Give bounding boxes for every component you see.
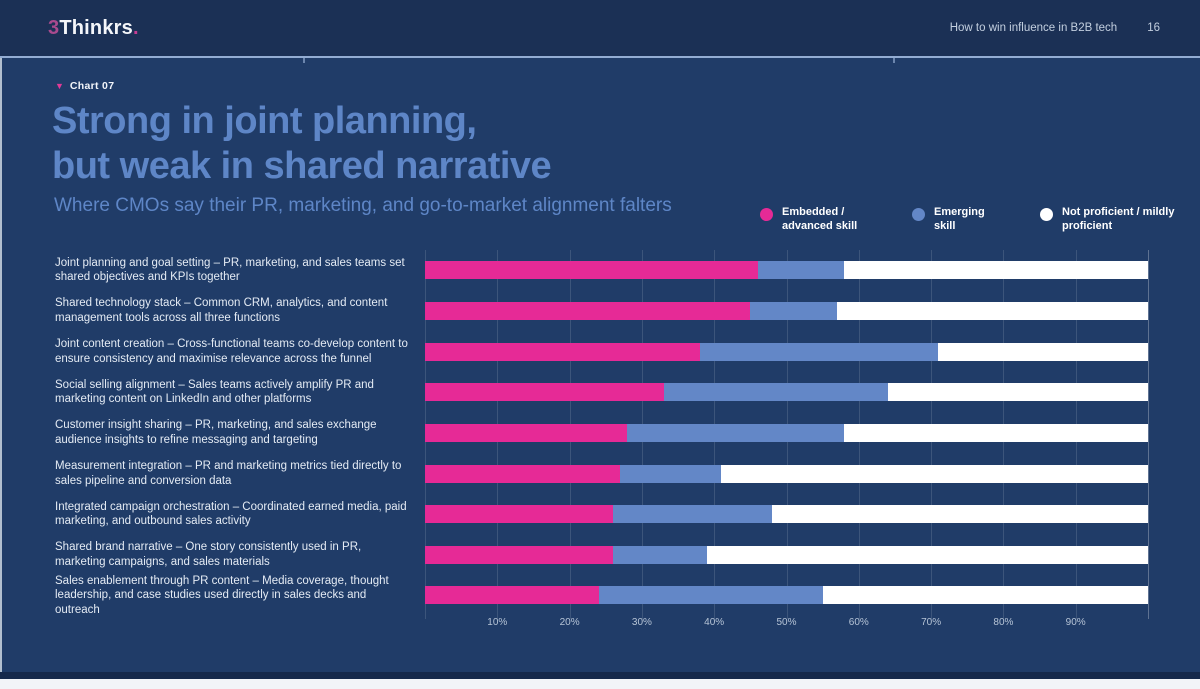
legend-item-embedded xyxy=(760,206,882,233)
chart-row xyxy=(55,453,1148,494)
page-title-line1: Strong in joint planning, xyxy=(52,100,477,142)
row-label: Social selling alignment – Sales teams actively amplify PR and marketing content on LinkedIn and other platforms xyxy=(55,378,374,406)
chart-row xyxy=(55,494,1148,535)
chart-row xyxy=(55,250,1148,291)
row-label: Sales enablement through PR content – Media coverage, thought leadership, and case studies used directly in sales decks and outreach xyxy=(55,574,389,616)
bar-segment-emerging xyxy=(613,505,772,523)
row-label: Joint content creation – Cross-functional teams co-develop content to ensure consistency and maximise relevance across the funnel xyxy=(55,338,408,365)
bar-segment-emerging xyxy=(700,343,939,361)
x-tick-label: 20% xyxy=(559,617,580,628)
header-bar xyxy=(0,0,1200,56)
header-right xyxy=(950,22,1160,34)
legend-dot-embedded xyxy=(760,208,773,221)
stacked-bar xyxy=(425,302,1148,320)
chart-row xyxy=(55,372,1148,413)
logo-name: Thinkrs xyxy=(59,16,133,39)
chart-row xyxy=(55,331,1148,372)
page-background-strip xyxy=(0,679,1200,689)
bar-segment-emerging xyxy=(620,465,721,483)
stacked-bar xyxy=(425,505,1148,523)
slide-bottom-edge xyxy=(0,672,1200,679)
header-divider xyxy=(0,56,1200,58)
bar-segment-not-proficient xyxy=(721,465,1148,483)
x-tick-label: 50% xyxy=(776,617,797,628)
x-axis xyxy=(425,617,1148,631)
bar-segment-embedded xyxy=(425,586,599,604)
logo-dot: . xyxy=(132,16,139,39)
bar-segment-emerging xyxy=(613,546,707,564)
brand-logo[interactable] xyxy=(48,17,139,40)
stacked-bar xyxy=(425,586,1148,604)
x-tick-label: 80% xyxy=(993,617,1014,628)
chart-tag-label: Chart 07 xyxy=(69,80,115,92)
bar-segment-emerging xyxy=(627,424,844,442)
logo-prefix: 3 xyxy=(48,16,60,39)
page-title-line2: but weak in shared narrative xyxy=(52,145,552,187)
bar-segment-embedded xyxy=(425,465,620,483)
bar-segment-not-proficient xyxy=(837,302,1148,320)
bar-segment-embedded xyxy=(425,505,613,523)
x-tick-label: 70% xyxy=(921,617,942,628)
bar-segment-not-proficient xyxy=(707,546,1148,564)
chart-row xyxy=(55,575,1148,616)
bar-segment-not-proficient xyxy=(823,586,1148,604)
bar-segment-embedded xyxy=(425,343,700,361)
bar-segment-emerging xyxy=(758,261,845,279)
legend-label: Emerging skill xyxy=(934,206,985,232)
chart-tag xyxy=(55,80,114,92)
bar-segment-not-proficient xyxy=(938,343,1148,361)
page-title xyxy=(52,99,551,189)
stacked-bar xyxy=(425,465,1148,483)
legend-label: Embedded / advanced skill xyxy=(782,206,858,232)
document-title: How to win influence in B2B tech xyxy=(949,22,1118,34)
legend-dot-emerging xyxy=(912,208,925,221)
row-label: Integrated campaign orchestration – Coordinated earned media, paid marketing, and outbound sales activity xyxy=(55,500,407,528)
x-tick-label: 10% xyxy=(487,617,508,628)
bar-segment-not-proficient xyxy=(844,424,1148,442)
slide-left-edge xyxy=(0,58,2,672)
bar-segment-embedded xyxy=(425,261,758,279)
chart-right-frame xyxy=(1148,250,1149,619)
stacked-bar xyxy=(425,383,1148,401)
row-label: Shared technology stack – Common CRM, analytics, and content management tools across all three functions xyxy=(55,297,388,324)
bar-segment-not-proficient xyxy=(844,261,1148,279)
x-tick-label: 30% xyxy=(631,617,652,628)
bar-segment-embedded xyxy=(425,383,664,401)
divider-tick xyxy=(303,56,305,63)
row-label: Customer insight sharing – PR, marketing, and sales exchange audience insights to refine messaging and targeting xyxy=(55,419,377,446)
x-tick-label: 40% xyxy=(704,617,725,628)
chart-rows xyxy=(55,250,1148,616)
stacked-bar xyxy=(425,343,1148,361)
chart-row xyxy=(55,413,1148,454)
chart-row xyxy=(55,534,1148,575)
bar-segment-emerging xyxy=(750,302,837,320)
page-number: 16 xyxy=(1147,22,1160,34)
stacked-bar xyxy=(425,546,1148,564)
legend-dot-not-proficient xyxy=(1040,208,1053,221)
divider-tick xyxy=(893,56,895,63)
x-tick-label: 90% xyxy=(1065,617,1086,628)
page-subtitle: Where CMOs say their PR, marketing, and go-to-market alignment falters xyxy=(54,195,672,216)
stacked-bar xyxy=(425,424,1148,442)
bar-segment-embedded xyxy=(425,424,627,442)
stacked-bar xyxy=(425,261,1148,279)
bar-segment-emerging xyxy=(664,383,888,401)
bar-segment-not-proficient xyxy=(888,383,1148,401)
legend-label: Not proficient / mildly proficient xyxy=(1062,206,1175,232)
bar-segment-embedded xyxy=(425,302,750,320)
legend-item-emerging xyxy=(912,206,1004,233)
x-tick-label: 60% xyxy=(848,617,869,628)
row-label: Joint planning and goal setting – PR, marketing, and sales teams set shared objectives and KPIs together xyxy=(55,256,405,284)
triangle-down-icon: ▼ xyxy=(55,80,64,91)
bar-segment-embedded xyxy=(425,546,613,564)
bar-segment-emerging xyxy=(599,586,823,604)
row-label: Shared brand narrative – One story consistently used in PR, marketing campaigns, and sales materials xyxy=(55,541,362,568)
legend-item-not-proficient xyxy=(1040,206,1177,233)
bar-segment-not-proficient xyxy=(772,505,1148,523)
chart-row xyxy=(55,291,1148,332)
row-label: Measurement integration – PR and marketing metrics tied directly to sales pipeline and conversion data xyxy=(55,460,402,487)
